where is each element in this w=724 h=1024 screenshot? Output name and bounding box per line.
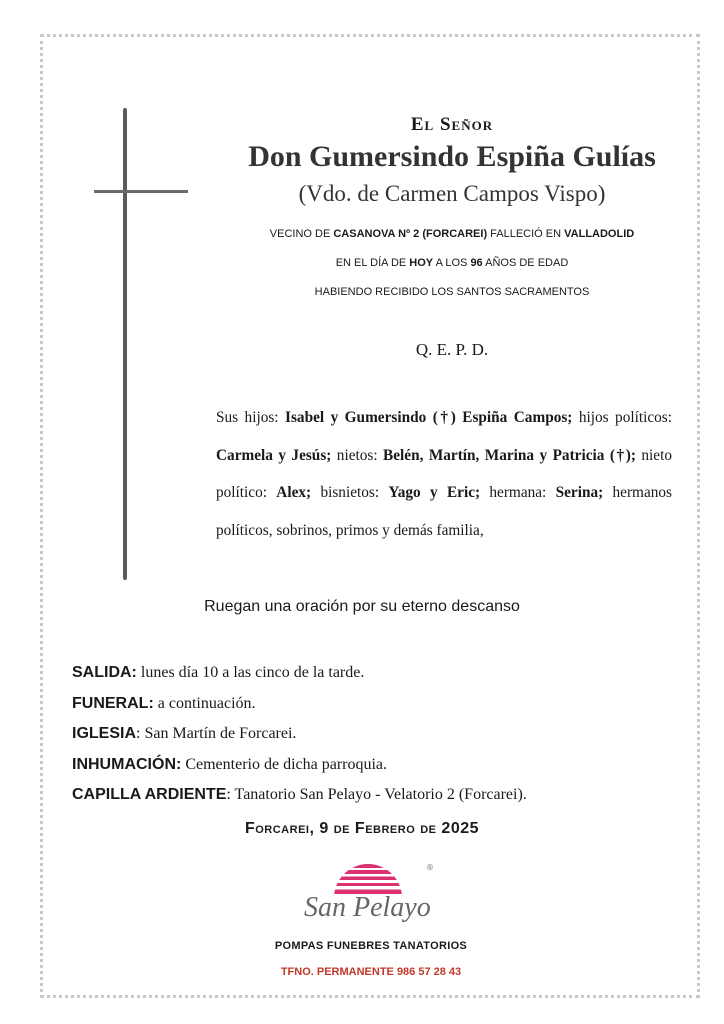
detail-label: INHUMACIÓN:	[72, 755, 182, 773]
detail-label: SALIDA:	[72, 664, 137, 681]
family-bold: Serina;	[555, 484, 604, 501]
detail-text: a continuación.	[153, 694, 256, 712]
family-text: nieto político:	[216, 446, 672, 501]
detail-capilla	[72, 780, 527, 811]
date-place: Forcarei, 9 de Febrero de 2025	[244, 820, 480, 837]
widower-of: (Vdo. de Carmen Campos Vispo)	[298, 181, 606, 206]
prayer-request: Ruegan una oración por su eterno descanso	[204, 598, 520, 615]
family-bold: Belén, Martín, Marina y Patricia (†);	[383, 446, 636, 464]
detail-iglesia	[72, 719, 527, 750]
family-bold: Alex;	[276, 484, 312, 501]
info-line-2	[0, 257, 724, 269]
family-bold: Isabel y Gumersindo (†) Espiña Campos;	[285, 409, 573, 426]
family-text: hermana:	[480, 484, 556, 501]
info-bold: HOY	[409, 257, 434, 269]
detail-inhumacion	[72, 750, 527, 781]
logo-text: San Pelayo	[304, 892, 431, 923]
detail-label: CAPILLA ARDIENTE	[72, 786, 227, 803]
detail-text: lunes día 10 a las cinco de la tarde.	[136, 664, 365, 681]
family-paragraph	[216, 399, 672, 549]
info-bold: 96	[470, 257, 483, 269]
san-pelayo-logo	[302, 858, 436, 930]
detail-label: FUNERAL:	[72, 694, 154, 712]
family-text: bisnietos:	[311, 484, 389, 501]
company-name: POMPAS FUNEBRES TANATORIOS	[274, 940, 468, 952]
info-bold: VALLADOLID	[564, 228, 635, 240]
info-text: EN EL DÍA DE	[335, 257, 410, 269]
funeral-details	[72, 658, 527, 811]
registered-mark: ®	[426, 863, 434, 872]
family-text: Sus hijos:	[216, 409, 286, 426]
family-bold: Carmela y Jesús;	[216, 446, 332, 464]
detail-text: Cementerio de dicha parroquia.	[181, 755, 388, 773]
deceased-name: Don Gumersindo Espiña Gulías	[248, 140, 656, 173]
family-text: nietos:	[331, 446, 384, 464]
detail-text: : San Martín de Forcarei.	[136, 725, 297, 742]
info-text: A LOS	[433, 257, 471, 269]
qepd: Q. E. P. D.	[415, 340, 489, 359]
family-text: hijos políticos:	[572, 409, 672, 426]
info-line-3: HABIENDO RECIBIDO LOS SANTOS SACRAMENTOS	[314, 286, 590, 298]
info-text: FALLECIÓ EN	[487, 228, 565, 240]
info-bold: CASANOVA Nº 2 (FORCAREI)	[333, 228, 488, 240]
title-prefix: El Señor	[410, 114, 494, 135]
detail-funeral	[72, 689, 527, 720]
info-text: AÑOS DE EDAD	[482, 257, 569, 269]
family-bold: Yago y Eric;	[388, 484, 481, 501]
info-line-1	[0, 228, 724, 240]
detail-salida	[72, 658, 527, 689]
info-text: VECINO DE	[269, 228, 334, 240]
phone-number: TFNO. PERMANENTE 986 57 28 43	[280, 966, 462, 978]
detail-text: : Tanatorio San Pelayo - Velatorio 2 (Forcarei).	[226, 786, 527, 803]
detail-label: IGLESIA	[72, 725, 137, 742]
family-text: hermanos políticos, sobrinos, primos y demás familia,	[216, 484, 672, 539]
